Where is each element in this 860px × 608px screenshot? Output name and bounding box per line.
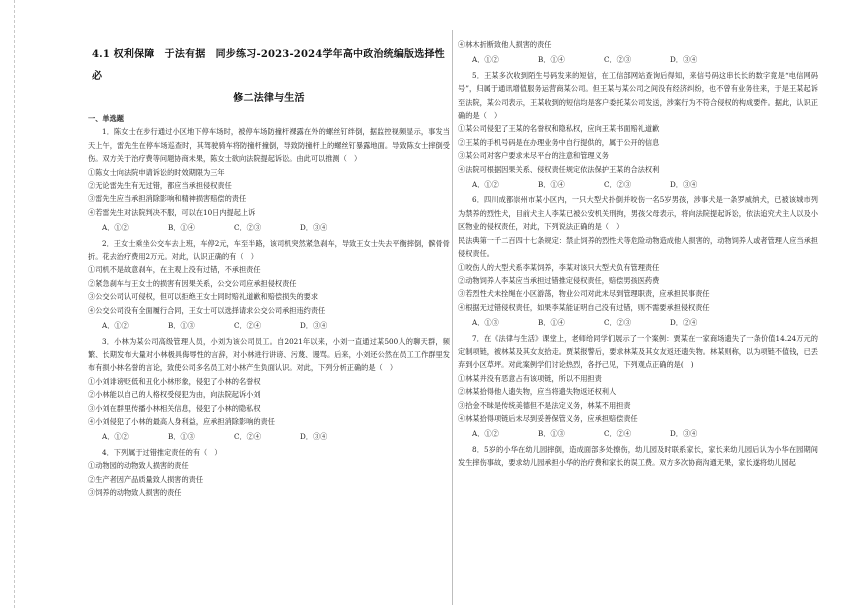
document-title (88, 44, 450, 110)
question-statement: ①陈女士向法院申请诉讼的时效期限为三年 (88, 167, 225, 177)
answer-option[interactable]: D．③④ (670, 55, 698, 65)
question-statement: ③若烈性犬未拴绳在小区游荡，物业公司对此未尽到管理职责，应承担民事责任 (458, 289, 710, 299)
answer-option[interactable]: D．③④ (300, 223, 328, 233)
question-block (458, 193, 818, 329)
question-stem: 2．王女士乘坐公交车去上班，车停2元，车至半路，该司机突然紧急刹车，导致王女士失去平衡摔倒，髌骨骨折。花去治疗费用2万元。对此，认识正确的有（ ） (88, 238, 450, 262)
answer-option[interactable]: C．②④ (604, 429, 632, 439)
right-column (458, 38, 818, 470)
question-block (458, 443, 818, 470)
answer-option[interactable]: B．①④ (538, 55, 565, 65)
question-statement: ①林某并没有恶意占有该项链，所以不用担责 (458, 373, 602, 383)
question-statement: ②生产者因产品质量致人损害的责任 (88, 474, 204, 484)
answer-option[interactable]: D．③④ (300, 432, 328, 442)
question-statement: ②林某拾得他人遗失物，应当将遗失物返还权利人 (458, 387, 617, 397)
answer-option[interactable]: B．①④ (538, 318, 565, 328)
answer-options (88, 319, 450, 332)
answer-option[interactable]: C．②③ (604, 55, 632, 65)
question-statement: ④林木折断致他人损害的责任 (458, 40, 552, 49)
answer-options (458, 53, 818, 66)
answer-option[interactable]: C．②④ (234, 321, 262, 331)
question-statement: ②无论雷先生有无过错，都应当承担侵权责任 (88, 181, 232, 191)
left-column (88, 44, 450, 499)
answer-option[interactable]: A．①② (472, 55, 499, 65)
answer-option[interactable]: C．②③ (604, 180, 632, 190)
question-stem: 7．在《法律与生活》课堂上，老师给同学们展示了一个案例：贾某在一家商场遗失了一条价值14.24万元的定制项链，被林某及其女友拾走。贾某报警后，要求林某及其女友返还遗失物。林某则称，以为项链不值钱，已丢弃到小区草坪。对此案例学们讨论热烈，各抒己见，下列观点正确的是( ) (458, 333, 818, 370)
answer-option[interactable]: C．②④ (234, 432, 262, 442)
question-statement: ③拾金不昧是传统美德但不是法定义务，林某不用担责 (458, 400, 631, 410)
answer-options (458, 178, 818, 191)
answer-option[interactable]: C．②③ (234, 223, 262, 233)
question-statement: ③公交公司认可侵权，但可以拒绝王女士同时赔礼道歉和赔偿损失的要求 (88, 292, 319, 302)
answer-option[interactable]: C．②③ (604, 318, 632, 328)
question-stem: 5．王某多次收到陌生号码发来的短信，在工信部网站查询后得知，来信号码这串长长的数字竟是“电信网码号”，归属于通讯增值服务运营商某公司。但王某与某公司之间没有经济纠纷，也不曾有业务往来，于是王某起诉至法院，某公司表示，王某收到的短信均是客户委托某公司发送，涉案行为不符合侵权的构成要件。据此，认识正确的是（ ） (458, 70, 818, 121)
answer-option[interactable]: B．①④ (538, 180, 565, 190)
answer-option[interactable]: A．①② (102, 321, 129, 331)
answer-options (458, 427, 818, 440)
question-statement: ④根据无过错侵权责任，如果李某能证明自己没有过错，则不需要承担侵权责任 (458, 302, 710, 312)
question-stem: 3．小林为某公司高级管理人员，小刘为该公司员工。自2021年以来，小刘一直通过某500人的聊天群，频繁、长期发布大量对小林极具侮辱性的言辞，对小林进行讲谤、污蔑、谩骂。后来，小刘还公然在员工工作群里发布有损小林名誉的言论，致使公司多名员工对小林产生负面认识。对此，下列分析正确的是（ ） (88, 336, 450, 373)
question-block (458, 38, 818, 67)
question-statement: ①小刘诽谤贬低和丑化小林形象，侵犯了小林的名誉权 (88, 376, 261, 386)
question-block (88, 125, 450, 234)
question-statement: ④小刘侵犯了小林的最高人身利益，应承担消除影响的责任 (88, 416, 275, 426)
title-line-2: 修二法律与生活 (233, 93, 305, 104)
question-stem: 4．下列属于过错推定责任的有（ ） (102, 447, 222, 457)
question-statement: ②紧急刹车与王女士的损害有因果关系，公交公司应承担侵权责任 (88, 278, 297, 288)
answer-options (88, 430, 450, 443)
answer-options (458, 316, 818, 329)
answer-options (88, 221, 450, 234)
question-statement: ①咬伤人的大型犬系李某饲养，李某对该只大型犬负有管理责任 (458, 262, 660, 272)
question-statement: ④林某拾得项链后未尽到妥善保管义务，应承担赔偿责任 (458, 413, 638, 423)
question-stem: 8．5岁的小华在幼儿园摔倒，造成面部多处擦伤，幼儿园及时联系家长，家长来幼儿园后认为小华在园期间发生摔伤事故，要求幼儿园承担小华的治疗费和家长的误工费。双方多次协商沟通无果，家长遂将幼儿园起 (458, 444, 818, 468)
question-statement: ②动物饲养人李某应当承担过错推定侵权责任，赔偿男孩医药费 (458, 275, 660, 285)
question-statement: ④若雷先生对法院判决不服，可以在10日内提起上诉 (88, 207, 256, 217)
question-block (88, 335, 450, 444)
answer-option[interactable]: A．①② (102, 223, 129, 233)
column-divider (452, 30, 453, 605)
answer-option[interactable]: D．②④ (670, 318, 698, 328)
question-statement: ②王某的手机号码是在办理业务中自行提供的，属于公开的信息 (458, 137, 660, 147)
answer-option[interactable]: A．①③ (472, 318, 499, 328)
question-statement: ④法院可根据因果关系、侵权责任规定依法保护王某的合法权利 (458, 164, 660, 174)
question-statement: ①动物园的动物致人损害的责任 (88, 461, 189, 471)
question-statement: ①某公司侵犯了王某的名誉权和隐私权，应向王某书面赔礼道歉 (458, 124, 660, 134)
answer-option[interactable]: D．③④ (670, 180, 698, 190)
question-block (458, 332, 818, 441)
answer-option[interactable]: A．①② (472, 180, 499, 190)
question-stem: 1．陈女士在步行通过小区地下停车场时，被停车场防撞杆裸露在外的螺丝钉绊倒，据监控视频显示，事发当天上午，雷先生在停车场巡查时，其驾驶骑车将防撞杆撞倒，导致防撞杆上的螺丝钉暴露地面。导致陈女士摔倒受伤。双方关于治疗费等问题协商未果，陈女士欲向法院提起诉讼。由此可以推测（ ） (88, 127, 450, 164)
question-statement: ③饲养的动物致人损害的责任 (88, 487, 182, 497)
answer-option[interactable]: B．①③ (538, 429, 565, 439)
question-statement: ③某公司对客户要求未尽平台的注意和管理义务 (458, 151, 609, 161)
question-statement: ④公交公司没有全面履行合同，王女士可以选择请求公交公司承担违约责任 (88, 305, 326, 315)
question-block (88, 446, 450, 500)
answer-option[interactable]: B．①④ (168, 223, 195, 233)
section-heading: 一、单选题 (88, 114, 124, 123)
question-statement: ①司机不是故意刹车，在主观上没有过错，不承担责任 (88, 265, 261, 275)
binding-margin (0, 0, 15, 608)
title-line-1: 4.1 权利保障 于法有据 同步练习-2023-2024学年高中政治统编版选择性必 (92, 49, 445, 82)
question-statement: ③雷先生应当承担消除影响和精神损害赔偿的责任 (88, 194, 247, 204)
answer-option[interactable]: B．①③ (168, 432, 195, 442)
question-statement: ③小刘在群里传播小林相关信息，侵犯了小林的隐私权 (88, 403, 261, 413)
question-block (88, 237, 450, 333)
answer-option[interactable]: A．①② (472, 429, 499, 439)
answer-option[interactable]: D．③④ (300, 321, 328, 331)
answer-option[interactable]: D．③④ (670, 429, 698, 439)
question-statement: ②小林能以自己的人格权受侵犯为由，向法院起诉小刘 (88, 390, 261, 400)
question-stem: 6．四川成都崇州市某小区内，一只大型犬扑倒并咬伤一名5岁男孩，涉事犬是一条罗威纳犬，已被该城市列为禁养的烈性犬，目前犬主人李某已被公安机关刑拘，男孩父母表示，将向法院提起诉讼，依法追究犬主人以及小区物业的侵权责任，对此，下列说法正确的是（ ） (458, 195, 818, 232)
answer-option[interactable]: A．①② (102, 432, 129, 442)
question-block (458, 69, 818, 192)
question-statement: 民法典第一千二百四十七条规定：禁止饲养的烈性犬等危险动物造成他人损害的，动物饲养人或者管理人应当承担侵权责任。 (458, 235, 818, 259)
answer-option[interactable]: B．①③ (168, 321, 195, 331)
